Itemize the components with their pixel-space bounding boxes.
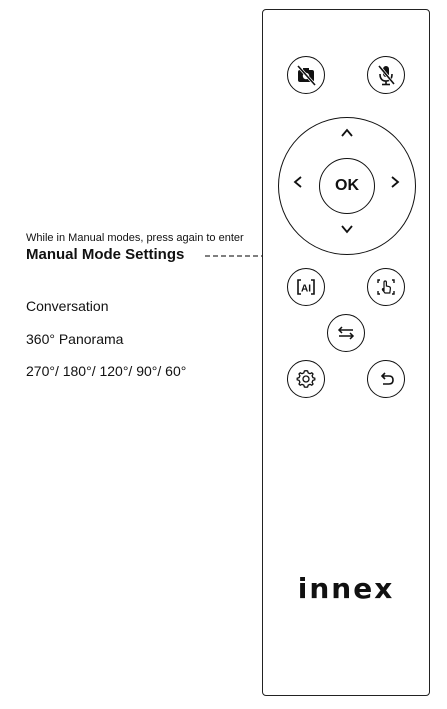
ok-button[interactable] xyxy=(319,158,375,214)
swap-arrows-icon xyxy=(333,320,359,346)
mode-conversation: Conversation xyxy=(26,298,109,314)
ok-label: OK xyxy=(335,177,359,194)
ai-mode-button[interactable] xyxy=(287,268,325,306)
direction-pad xyxy=(278,117,416,255)
switch-mode-button[interactable] xyxy=(327,314,365,352)
annotation-title: Manual Mode Settings xyxy=(26,246,185,263)
chevron-left-icon xyxy=(290,174,306,190)
chevron-up-icon xyxy=(339,125,355,141)
right-button[interactable] xyxy=(386,173,404,191)
mode-panorama: 360° Panorama xyxy=(26,331,124,347)
left-button[interactable] xyxy=(289,173,307,191)
down-button[interactable] xyxy=(338,220,356,238)
camera-off-icon xyxy=(293,62,319,88)
brand-logo: innex xyxy=(297,572,395,605)
ai-frame-icon xyxy=(293,274,319,300)
manual-hand-icon xyxy=(373,274,399,300)
chevron-down-icon xyxy=(339,221,355,237)
settings-button[interactable] xyxy=(287,360,325,398)
chevron-right-icon xyxy=(387,174,403,190)
camera-off-button[interactable] xyxy=(287,56,325,94)
mic-off-button[interactable] xyxy=(367,56,405,94)
ai-label: AI xyxy=(301,283,311,295)
annotation-note: While in Manual modes, press again to enter xyxy=(26,232,244,244)
up-button[interactable] xyxy=(338,124,356,142)
back-button[interactable] xyxy=(367,360,405,398)
manual-mode-button[interactable] xyxy=(367,268,405,306)
gear-icon xyxy=(293,366,319,392)
back-icon xyxy=(373,366,399,392)
mic-off-icon xyxy=(373,62,399,88)
mode-angles: 270°/ 180°/ 120°/ 90°/ 60° xyxy=(26,363,187,379)
